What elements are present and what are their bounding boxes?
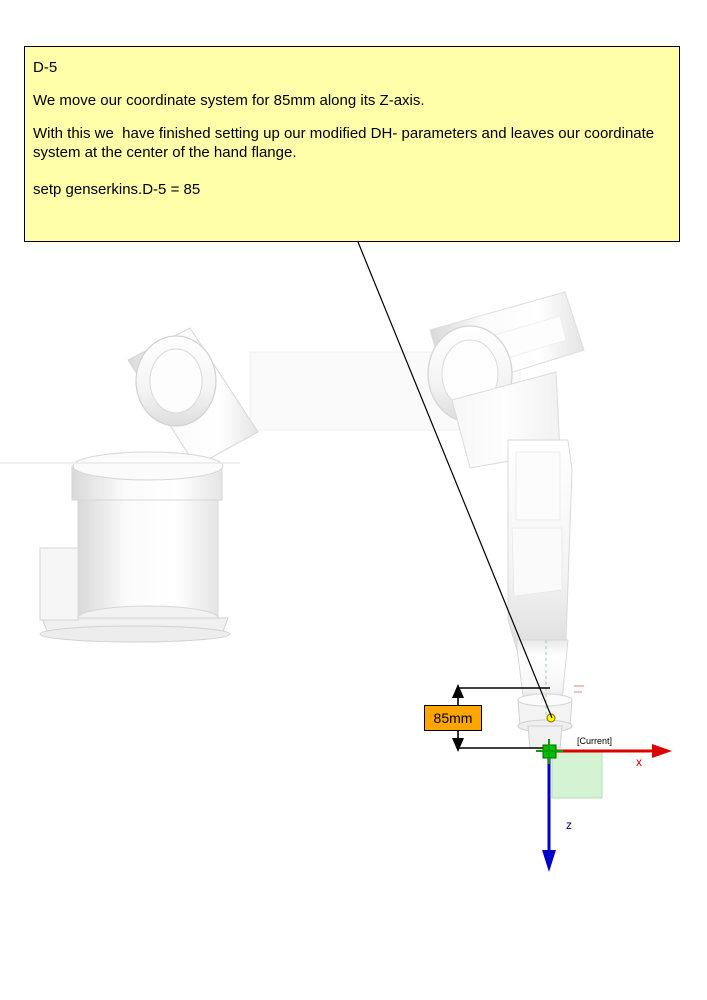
note-paragraph-1: We move our coordinate system for 85mm along its Z-axis. <box>33 92 425 109</box>
annotation-note <box>24 46 680 242</box>
dimension-label-85mm: 85mm <box>424 705 482 731</box>
z-axis-label: z <box>566 818 572 832</box>
x-axis-label: x <box>636 755 642 769</box>
note-paragraph-2: With this we have finished setting up our modified DH- parameters and leaves our coordinate system at the center of the hand flange. <box>33 125 659 161</box>
note-code-line: setp genserkins.D-5 = 85 <box>33 181 201 198</box>
current-frame-label: [Current] <box>577 736 613 746</box>
note-title: D-5 <box>33 59 58 76</box>
